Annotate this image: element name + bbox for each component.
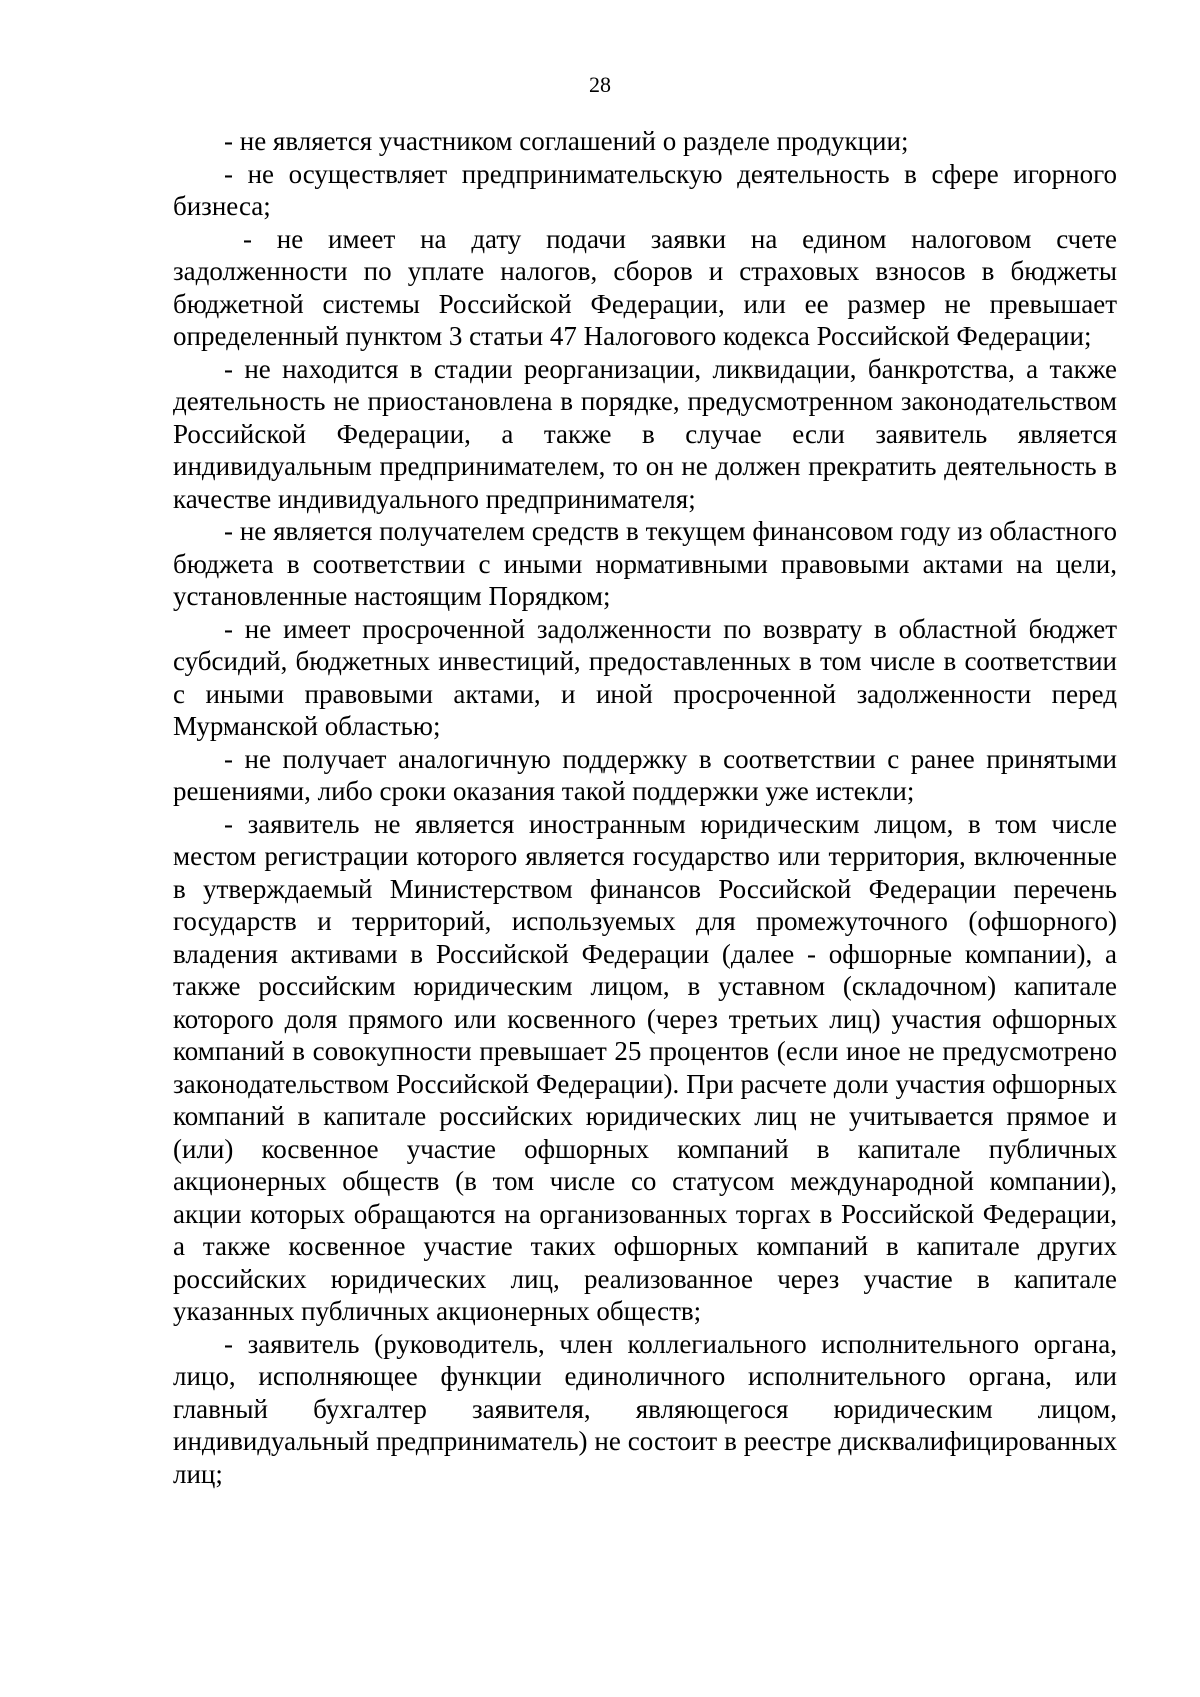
page-number: 28 [589,72,611,97]
paragraph-reorganization: - не находится в стадии реорганизации, ликвидации, банкротства, а также деятельность не приостановлена в порядке, предусмотренном законодательством Российской Федерации, а также в случае если заявитель является индивидуальным предпринимателем, то он не должен прекратить деятельность в качестве индивидуального предпринимателя; [173,353,1117,514]
paragraph-overdue-debt: - не имеет просроченной задолженности по возврату в областной бюджет субсидий, бюджетных инвестиций, предоставленных в том числе в соответствии с иными правовыми актами, и иной просроченной задолженности перед Мурманской областью; [173,613,1117,741]
document-body [173,125,1117,1490]
paragraph-production-sharing: - не является участником соглашений о разделе продукции; [224,126,909,156]
paragraph-offshore-companies: - заявитель не является иностранным юридическим лицом, в том числе местом регистрации которого является государство или территория, включенные в утверждаемый Министерством финансов Российской Федерации перечень государств и территорий, используемых для промежуточного (офшорного) владения активами в Российской Федерации (далее - офшорные компании), а также российским юридическим лицом, в уставном (складочном) капитале которого доля прямого или косвенного (через третьих лиц) участия офшорных компаний в совокупности превышает 25 процентов (если иное не предусмотрено законодательством Российской Федерации). При расчете доли участия офшорных компаний в капитале российских юридических лиц не учитывается прямое и (или) косвенное участие офшорных компаний в капитале публичных акционерных обществ (в том числе со статусом международной компании), акции которых обращаются на организованных торгах в Российской Федерации, а также косвенное участие таких офшорных компаний в капитале других российских юридических лиц, реализованное через участие в капитале указанных публичных акционерных обществ; [173,808,1117,1326]
paragraph-gambling-business: - не осуществляет предпринимательскую деятельность в сфере игорного бизнеса; [173,158,1117,221]
paragraph-disqualified-persons: - заявитель (руководитель, член коллегиального исполнительного органа, лицо, исполняющее функции единоличного исполнительного органа, или главный бухгалтер заявителя, являющегося юридическим лицом, индивидуальный предприниматель) не состоит в реестре дисквалифицированных лиц; [173,1328,1117,1489]
paragraph-budget-recipient: - не является получателем средств в текущем финансовом году из областного бюджета в соответствии с иными нормативными правовыми актами на цели, установленные настоящим Порядком; [173,516,1117,611]
paragraph-tax-debt: - не имеет на дату подачи заявки на едином налоговом счете задолженности по уплате налогов, сборов и страховых взносов в бюджеты бюджетной системы Российской Федерации, или ее размер не превышает определенный пунктом 3 статьи 47 Налогового кодекса Российской Федерации; [173,223,1117,351]
paragraph-similar-support: - не получает аналогичную поддержку в соответствии с ранее принятыми решениями, либо сроки оказания такой поддержки уже истекли; [173,743,1117,806]
